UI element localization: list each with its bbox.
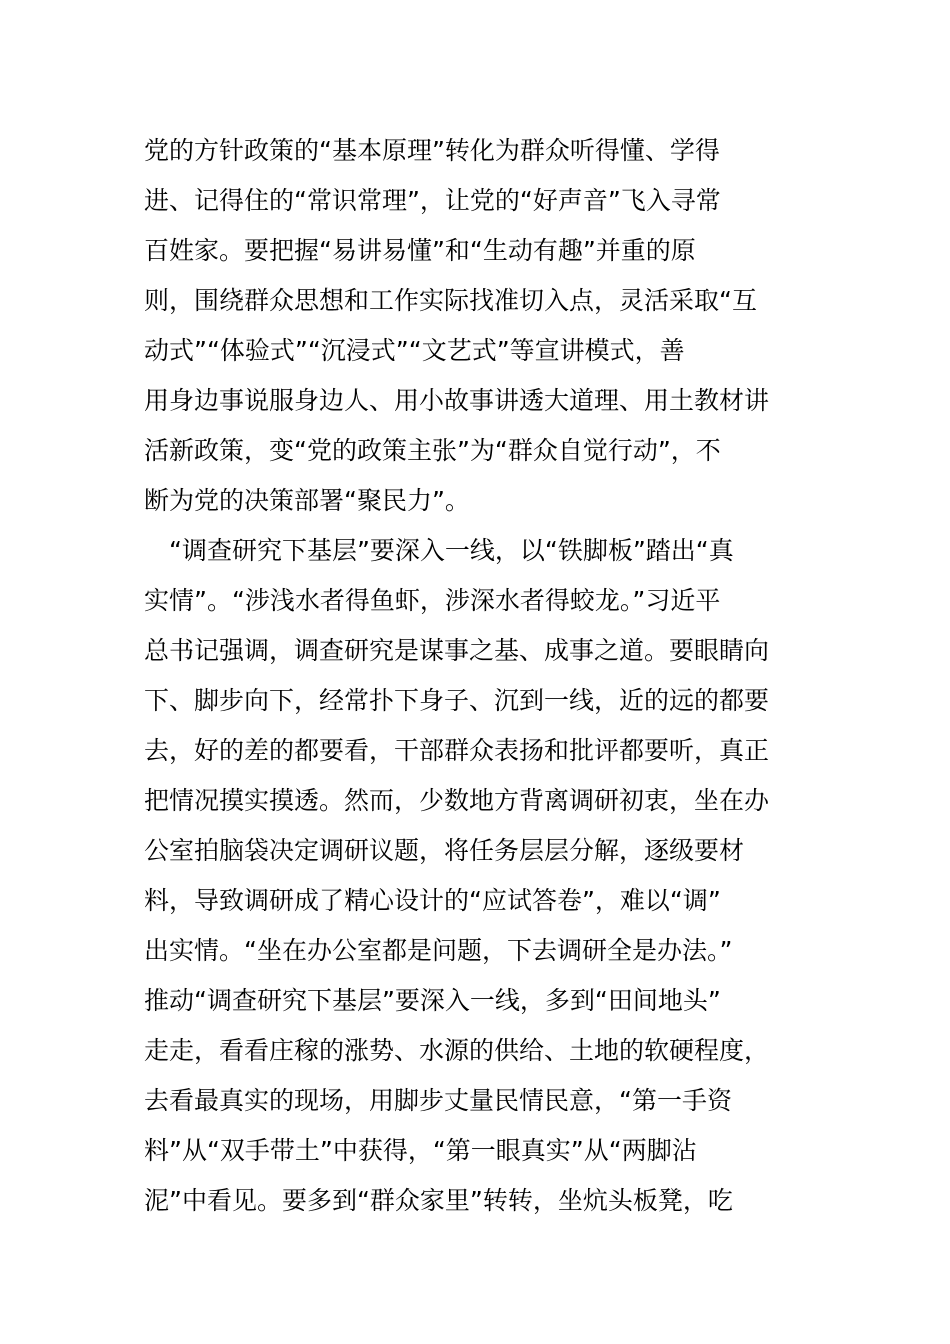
text-line: 去，好的差的都要看，干部群众表扬和批评都要听，真正 xyxy=(144,736,770,765)
text-line: 党的方针政策的“基本原理”转化为群众听得懂、学得 xyxy=(144,136,720,165)
text-line: 用身边事说服身边人、用小故事讲透大道理、用土教材讲 xyxy=(144,386,770,415)
text-line: 百姓家。要把握“易讲易懂”和“生动有趣”并重的原 xyxy=(144,236,696,265)
text-line: 进、记得住的“常识常理”，让党的“好声音”飞入寻常 xyxy=(144,186,721,215)
text-line: 活新政策，变“党的政策主张”为“群众自觉行动”，不 xyxy=(144,436,721,465)
text-line: 泥”中看见。要多到“群众家里”转转，坐炕头板凳，吃 xyxy=(144,1186,733,1215)
text-line: 实情”。“涉浅水者得鱼虾，涉深水者得蛟龙。”习近平 xyxy=(144,586,721,615)
text-line: 推动“调查研究下基层”要深入一线，多到“田间地头” xyxy=(144,986,721,1015)
text-line: 公室拍脑袋决定调研议题，将任务层层分解，逐级要材 xyxy=(144,836,745,865)
text-line: 料，导致调研成了精心设计的“应试答卷”，难以“调” xyxy=(144,886,721,915)
text-line: 料”从“双手带土”中获得，“第一眼真实”从“两脚沾 xyxy=(144,1136,697,1165)
text-line: 出实情。“坐在办公室都是问题，下去调研全是办法。” xyxy=(144,936,733,965)
text-line: 下、脚步向下，经常扑下身子、沉到一线，近的远的都要 xyxy=(144,686,770,715)
paragraph-start-line: “调查研究下基层”要深入一线，以“铁脚板”踏出“真 xyxy=(169,536,734,565)
text-line: 断为党的决策部署“聚民力”。 xyxy=(144,486,470,515)
text-line: 把情况摸实摸透。然而，少数地方背离调研初衷，坐在办 xyxy=(144,786,770,815)
text-line: 走走，看看庄稼的涨势、水源的供给、土地的软硬程度， xyxy=(144,1036,770,1065)
text-line: 则，围绕群众思想和工作实际找准切入点，灵活采取“互 xyxy=(144,286,757,315)
document-body xyxy=(144,126,824,1226)
text-line: 动式”“体验式”“沉浸式”“文艺式”等宣讲模式，善 xyxy=(144,336,685,365)
text-line: 去看最真实的现场，用脚步丈量民情民意，“第一手资 xyxy=(144,1086,732,1115)
text-line: 总书记强调，调查研究是谋事之基、成事之道。要眼睛向 xyxy=(144,636,770,665)
